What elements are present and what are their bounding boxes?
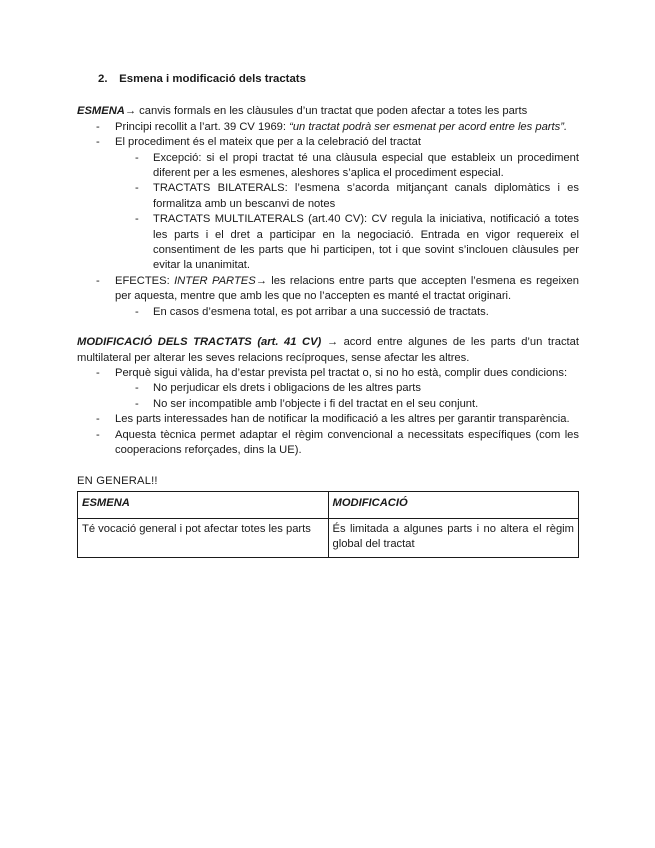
effects-sublist [115, 305, 579, 320]
modificacio-item-technique: - Aquesta tècnica permet adaptar el règim convencional a necessitats específiques (com les cooperacions reforçades, dins la UE). [77, 428, 579, 459]
sublist-item: - Excepció: si el propi tractat té una clàusula especial que estableix un procediment diferent per a les esmenes, aleshores s’aplica el procediment especial. [115, 151, 579, 182]
comparison-table [77, 491, 579, 558]
esmena-item-procedure [77, 135, 579, 274]
table-header-esmena: ESMENA [78, 491, 329, 518]
table-row [78, 518, 579, 557]
section-number: 2. [98, 73, 108, 85]
sublist-item: - TRACTATS MULTILATERALS (art.40 CV): CV regula la iniciativa, notificació a totes les parts i el dret a participar en la negociació. Entrada en vigor requereix el consentiment de les parts que hi participen, tot i que sovint s’inclouen clàusules per evitar la unanimitat. [115, 212, 579, 274]
table-header-modificacio: MODIFICACIÓ [328, 491, 579, 518]
list-item-text: Principi recollit a l’art. 39 CV 1969: [115, 120, 290, 133]
esmena-definition-text: canvis formals en les clàusules d’un tractat que poden afectar a totes les parts [136, 105, 528, 118]
esmena-definition [77, 104, 579, 119]
document-page [77, 72, 579, 558]
general-label: EN GENERAL!! [77, 475, 158, 488]
section-heading [98, 72, 579, 87]
effects-prefix: EFECTES: [115, 274, 175, 287]
list-item-text: El procediment és el mateix que per a la celebració del tractat [115, 136, 421, 149]
modificacio-item-validity [77, 366, 579, 412]
esmena-item-principle [77, 120, 579, 135]
procedure-sublist [115, 151, 579, 274]
quote-text: “un tractat podrà ser esmenat per acord entre les parts”. [289, 120, 568, 133]
esmena-list [77, 120, 579, 320]
esmena-term: ESMENA→ [77, 105, 137, 118]
sublist-item: - En casos d’esmena total, es pot arribar a una successió de tractats. [115, 305, 579, 320]
table-cell-esmena: Té vocació general i pot afectar totes les parts [78, 518, 329, 557]
conditions-sublist [115, 381, 579, 412]
modificacio-list [77, 366, 579, 458]
inter-partes-text: INTER PARTES→ [174, 274, 267, 287]
modificacio-definition-text: → acord entre algunes de les parts d’un tractat multilateral per alterar les seves relacions recíproques, sense afectar les altres. [77, 336, 579, 364]
table-cell-modificacio: És limitada a algunes parts i no altera el règim global del tractat [328, 518, 579, 557]
modificacio-term: MODIFICACIÓ DELS TRACTATS (art. 41 CV) [77, 336, 322, 349]
list-item-text: Perquè sigui vàlida, ha d’estar prevista pel tractat o, si no ho està, complir dues condicions: [115, 366, 568, 379]
sublist-item: - No perjudicar els drets i obligacions de les altres parts [115, 381, 579, 396]
table-header-row [78, 491, 579, 518]
modificacio-definition [77, 335, 579, 366]
section-title: Esmena i modificació dels tractats [119, 73, 306, 85]
sublist-item: - No ser incompatible amb l’objecte i fi del tractat en el seu conjunt. [115, 397, 579, 412]
esmena-item-effects [77, 274, 579, 320]
sublist-item: - TRACTATS BILATERALS: l’esmena s’acorda mitjançant canals diplomàtics i es formalitza amb un bescanvi de notes [115, 181, 579, 212]
list-item-text: les relacions entre parts que accepten l’esmena es regeixen per aquesta, mentre que amb les que no l’accepten es manté el tractat originari. [115, 274, 580, 303]
modificacio-item-notify: - Les parts interessades han de notificar la modificació a les altres per garantir transparència. [77, 412, 579, 427]
